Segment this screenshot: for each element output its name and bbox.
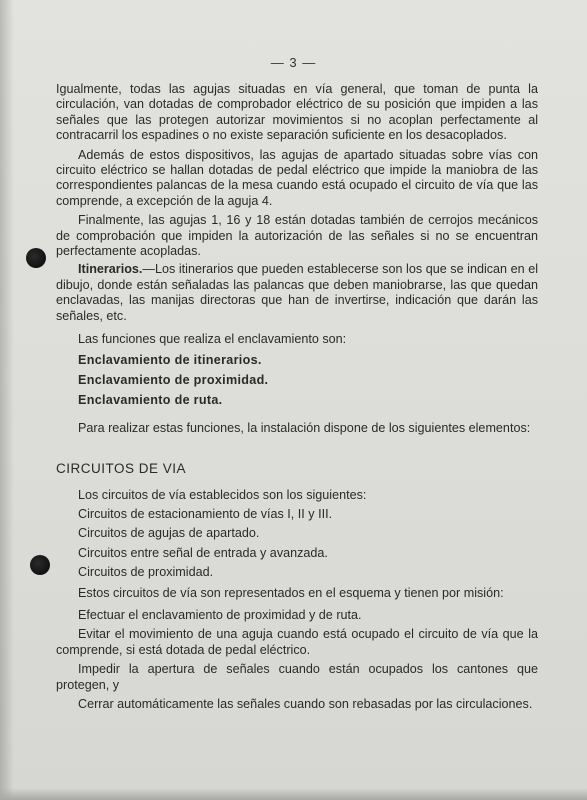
- paragraph-agujas-comprobador: Igualmente, todas las agujas situadas en vía general, que toman de punta la circulación, van dotadas de comprobador eléctrico de su posición que impiden a las señales que las protegen autorizar movimientos si no acoplan perfectamente al contracarril los espadines o no existe separación suficiente en los desacoplados.: [56, 82, 538, 143]
- paragraph-itinerarios: [56, 262, 538, 324]
- section-title: CIRCUITOS DE VIA: [56, 461, 187, 477]
- mission-intro: Estos circuitos de vía son representados en el esquema y tienen por misión:: [78, 585, 504, 600]
- mission-item: Impedir la apertura de señales cuando están ocupados los cantones que protegen, y: [56, 662, 538, 692]
- circuit-item: Circuitos de estacionamiento de vías I, II y III.: [78, 506, 333, 521]
- circuit-item: Circuitos de agujas de apartado.: [78, 526, 260, 541]
- mission-item: Evitar el movimiento de una aguja cuando está ocupado el circuito de vía que la comprende, si está dotada de pedal eléctrico.: [56, 627, 538, 657]
- page-number: — 3 —: [270, 55, 317, 70]
- page-bottom-edge: [0, 788, 587, 800]
- mission-item: Cerrar automáticamente las señales cuando son rebasadas por las circulaciones.: [78, 697, 533, 711]
- punch-hole: [30, 555, 50, 575]
- paragraph-pedal-electrico: Además de estos dispositivos, las agujas de apartado situadas sobre vías con circuito eléctrico se hallan dotadas de pedal eléctrico que impide la maniobra de las correspondientes palancas de la mesa cuando está ocupado el circuito de vía que las comprende, a excepción de la aguja 4.: [56, 147, 538, 208]
- paragraph-cerrojos: Finalmente, las agujas 1, 16 y 18 están dotadas también de cerrojos mecánicos de comprobación que impiden la autorización de las señales si no se encuentran perfectamente acopladas.: [56, 213, 538, 259]
- function-item: Enclavamiento de proximidad.: [78, 372, 269, 387]
- itinerarios-text: —Los itinerarios que pueden establecerse son los que se indican en el dibujo, donde están señaladas las palancas que deben maniobrarse, las que quedan enclavadas, las manijas directoras que han de invertirse, indicación que darán las señales, etc.: [56, 262, 538, 323]
- circuit-item: Circuitos entre señal de entrada y avanzada.: [78, 545, 328, 560]
- page-spine-shadow: [0, 0, 14, 800]
- paragraph-funciones: Las funciones que realiza el enclavamiento son:: [78, 332, 347, 347]
- function-item: Enclavamiento de ruta.: [78, 393, 223, 408]
- function-item: Enclavamiento de itinerarios.: [78, 352, 262, 367]
- circuit-item: Circuitos de proximidad.: [78, 565, 214, 580]
- circuits-intro: Los circuitos de vía establecidos son los siguientes:: [78, 487, 367, 502]
- punch-hole: [26, 248, 46, 268]
- mission-item: Efectuar el enclavamiento de proximidad y de ruta.: [78, 607, 362, 622]
- paragraph-elementos: Para realizar estas funciones, la instalación dispone de los siguientes elementos:: [78, 420, 531, 435]
- page-content: [56, 80, 538, 712]
- itinerarios-label: Itinerarios.: [78, 262, 143, 277]
